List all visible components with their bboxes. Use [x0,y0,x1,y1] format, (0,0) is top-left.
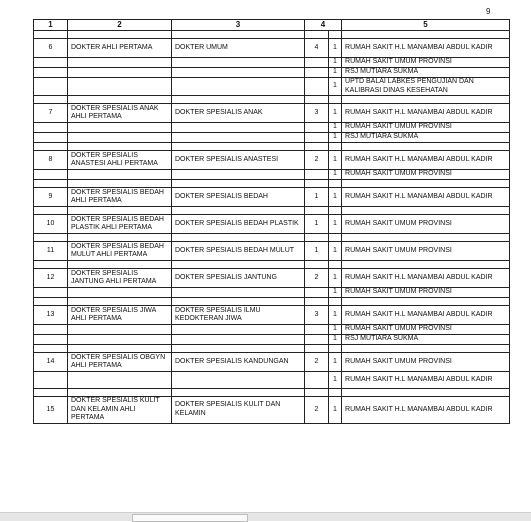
empty-cell [34,133,68,143]
empty-cell [172,58,305,68]
spacer-cell [68,96,172,104]
position-name: DOKTER SPESIALIS OBGYN AHLI PERTAMA [68,353,172,372]
empty-cell [172,325,305,335]
unit-count: 1 [329,353,342,372]
qualification: DOKTER SPESIALIS BEDAH PLASTIK [172,215,305,234]
spacer-cell [342,207,510,215]
qualification: DOKTER SPESIALIS KANDUNGAN [172,353,305,372]
unit-count: 1 [329,397,342,424]
spacer-cell [172,298,305,306]
position-name: DOKTER SPESIALIS KULIT DAN KELAMIN AHLI PERTAMA [68,397,172,424]
qualification: DOKTER SPESIALIS JANTUNG [172,269,305,288]
table-row [34,123,510,133]
spacer-cell [34,261,68,269]
spacer-cell [305,345,329,353]
row-number: 15 [34,397,68,424]
spacer-cell [329,31,342,39]
spacer-row [34,31,510,39]
spacer-cell [342,261,510,269]
unit-count: 1 [329,325,342,335]
unit-location: RUMAH SAKIT UMUM PROVINSI [342,58,510,68]
empty-cell [68,78,172,96]
unit-count: 1 [329,78,342,96]
spacer-cell [342,143,510,151]
total-count: 2 [305,151,329,170]
spacer-cell [305,143,329,151]
empty-cell [305,133,329,143]
spacer-cell [305,96,329,104]
header-col-4: 4 [305,20,342,31]
table-row [34,288,510,298]
unit-location: RUMAH SAKIT UMUM PROVINSI [342,325,510,335]
spacer-cell [68,207,172,215]
page-number: 9 [486,7,491,16]
spacer-cell [342,389,510,397]
empty-cell [172,372,305,389]
unit-location: RUMAH SAKIT H.L MANAMBAI ABDUL KADIR [342,151,510,170]
empty-cell [68,325,172,335]
spacer-cell [305,389,329,397]
unit-count: 1 [329,269,342,288]
qualification: DOKTER SPESIALIS KULIT DAN KELAMIN [172,397,305,424]
table-row [34,78,510,96]
spacer-cell [329,389,342,397]
row-number: 9 [34,188,68,207]
header-col-5: 5 [342,20,510,31]
table-row [34,353,510,372]
spacer-cell [305,180,329,188]
header-col-1: 1 [34,20,68,31]
unit-count: 1 [329,39,342,58]
table-row [34,58,510,68]
spacer-cell [172,143,305,151]
position-name: DOKTER SPESIALIS ANAK AHLI PERTAMA [68,104,172,123]
empty-cell [34,372,68,389]
total-count: 3 [305,104,329,123]
spacer-cell [342,345,510,353]
unit-location: RUMAH SAKIT H.L MANAMBAI ABDUL KADIR [342,397,510,424]
total-count: 2 [305,269,329,288]
spacer-cell [305,31,329,39]
table-row [34,39,510,58]
spacer-cell [172,96,305,104]
header-col-2: 2 [68,20,172,31]
spacer-cell [342,96,510,104]
table-row [34,170,510,180]
spacer-cell [342,31,510,39]
spacer-row [34,96,510,104]
empty-cell [305,372,329,389]
table-row [34,397,510,424]
table-row [34,306,510,325]
unit-count: 1 [329,372,342,389]
row-number: 8 [34,151,68,170]
spacer-cell [172,31,305,39]
spacer-cell [305,298,329,306]
spacer-cell [34,298,68,306]
empty-cell [34,78,68,96]
total-count: 2 [305,397,329,424]
spacer-cell [34,31,68,39]
unit-location: RUMAH SAKIT UMUM PROVINSI [342,123,510,133]
spacer-cell [305,261,329,269]
empty-cell [172,288,305,298]
spacer-cell [68,234,172,242]
unit-location: RUMAH SAKIT H.L MANAMBAI ABDUL KADIR [342,188,510,207]
total-count: 4 [305,39,329,58]
empty-cell [172,133,305,143]
spacer-cell [329,261,342,269]
unit-count: 1 [329,123,342,133]
table-row [34,335,510,345]
spacer-row [34,298,510,306]
unit-count: 1 [329,242,342,261]
unit-location: RUMAH SAKIT UMUM PROVINSI [342,288,510,298]
table-row [34,242,510,261]
table-row [34,188,510,207]
unit-count: 1 [329,188,342,207]
spacer-row [34,234,510,242]
unit-location: RSJ MUTIARA SUKMA [342,68,510,78]
spacer-cell [305,234,329,242]
spacer-cell [34,180,68,188]
spacer-cell [34,96,68,104]
empty-cell [34,68,68,78]
total-count: 1 [305,242,329,261]
empty-cell [34,123,68,133]
spacer-row [34,261,510,269]
unit-location: RUMAH SAKIT H.L MANAMBAI ABDUL KADIR [342,269,510,288]
spacer-cell [329,180,342,188]
table-row [34,372,510,389]
unit-count: 1 [329,306,342,325]
row-number: 11 [34,242,68,261]
empty-cell [34,58,68,68]
unit-count: 1 [329,151,342,170]
table-row [34,68,510,78]
empty-cell [68,133,172,143]
total-count: 1 [305,188,329,207]
row-number: 6 [34,39,68,58]
spacer-cell [172,234,305,242]
spacer-cell [329,207,342,215]
empty-cell [305,170,329,180]
table-row [34,215,510,234]
spacer-cell [329,345,342,353]
spacer-cell [172,389,305,397]
spacer-cell [329,96,342,104]
table-header-row [34,20,510,31]
spacer-row [34,180,510,188]
table-row [34,104,510,123]
empty-cell [68,68,172,78]
formation-table [33,19,510,424]
unit-location: RUMAH SAKIT UMUM PROVINSI [342,170,510,180]
qualification: DOKTER UMUM [172,39,305,58]
spacer-cell [342,234,510,242]
viewer-page-field[interactable] [132,514,248,522]
empty-cell [172,170,305,180]
header-col-3: 3 [172,20,305,31]
unit-location: RUMAH SAKIT UMUM PROVINSI [342,242,510,261]
spacer-cell [305,207,329,215]
spacer-row [34,389,510,397]
position-name: DOKTER SPESIALIS BEDAH AHLI PERTAMA [68,188,172,207]
row-number: 10 [34,215,68,234]
spacer-cell [68,143,172,151]
empty-cell [305,335,329,345]
spacer-cell [68,298,172,306]
empty-cell [34,288,68,298]
position-name: DOKTER SPESIALIS JANTUNG AHLI PERTAMA [68,269,172,288]
spacer-cell [342,298,510,306]
unit-location: RUMAH SAKIT UMUM PROVINSI [342,353,510,372]
spacer-cell [68,261,172,269]
empty-cell [34,170,68,180]
spacer-cell [34,207,68,215]
table-body [34,20,510,424]
unit-location: RUMAH SAKIT H.L MANAMBAI ABDUL KADIR [342,372,510,389]
position-name: DOKTER SPESIALIS ANASTESI AHLI PERTAMA [68,151,172,170]
empty-cell [68,170,172,180]
spacer-cell [68,31,172,39]
spacer-cell [329,143,342,151]
position-name: DOKTER AHLI PERTAMA [68,39,172,58]
spacer-cell [34,389,68,397]
empty-cell [172,123,305,133]
unit-location: RUMAH SAKIT H.L MANAMBAI ABDUL KADIR [342,104,510,123]
empty-cell [172,68,305,78]
spacer-cell [34,345,68,353]
empty-cell [68,335,172,345]
spacer-row [34,207,510,215]
empty-cell [305,325,329,335]
unit-location: RUMAH SAKIT H.L MANAMBAI ABDUL KADIR [342,306,510,325]
spacer-cell [172,207,305,215]
empty-cell [305,58,329,68]
unit-location: UPTD BALAI LABKES PENGUJIAN DAN KALIBRASI DINAS KESEHATAN [342,78,510,96]
table-row [34,133,510,143]
spacer-cell [329,234,342,242]
unit-count: 1 [329,288,342,298]
empty-cell [172,78,305,96]
spacer-row [34,345,510,353]
position-name: DOKTER SPESIALIS BEDAH MULUT AHLI PERTAMA [68,242,172,261]
spacer-cell [68,180,172,188]
qualification: DOKTER SPESIALIS BEDAH [172,188,305,207]
unit-location: RUMAH SAKIT UMUM PROVINSI [342,215,510,234]
table-row [34,325,510,335]
spacer-cell [34,234,68,242]
row-number: 12 [34,269,68,288]
position-name: DOKTER SPESIALIS JIWA AHLI PERTAMA [68,306,172,325]
total-count: 1 [305,215,329,234]
spacer-cell [342,180,510,188]
unit-count: 1 [329,215,342,234]
total-count: 2 [305,353,329,372]
empty-cell [305,288,329,298]
qualification: DOKTER SPESIALIS ILMU KEDOKTERAN JIWA [172,306,305,325]
empty-cell [34,335,68,345]
unit-count: 1 [329,58,342,68]
spacer-row [34,143,510,151]
spacer-cell [34,143,68,151]
row-number: 7 [34,104,68,123]
unit-count: 1 [329,170,342,180]
spacer-cell [172,261,305,269]
empty-cell [68,58,172,68]
empty-cell [68,372,172,389]
unit-count: 1 [329,335,342,345]
qualification: DOKTER SPESIALIS BEDAH MULUT [172,242,305,261]
empty-cell [305,68,329,78]
unit-count: 1 [329,133,342,143]
empty-cell [172,335,305,345]
table-row [34,269,510,288]
empty-cell [68,288,172,298]
total-count: 3 [305,306,329,325]
empty-cell [34,325,68,335]
unit-count: 1 [329,104,342,123]
spacer-cell [172,345,305,353]
unit-location: RSJ MUTIARA SUKMA [342,335,510,345]
spacer-cell [329,298,342,306]
empty-cell [305,78,329,96]
spacer-cell [68,389,172,397]
unit-location: RSJ MUTIARA SUKMA [342,133,510,143]
table-row [34,151,510,170]
unit-location: RUMAH SAKIT H.L MANAMBAI ABDUL KADIR [342,39,510,58]
position-name: DOKTER SPESIALIS BEDAH PLASTIK AHLI PERTAMA [68,215,172,234]
spacer-cell [68,345,172,353]
unit-count: 1 [329,68,342,78]
spacer-cell [172,180,305,188]
empty-cell [68,123,172,133]
qualification: DOKTER SPESIALIS ANASTESI [172,151,305,170]
row-number: 14 [34,353,68,372]
row-number: 13 [34,306,68,325]
empty-cell [305,123,329,133]
qualification: DOKTER SPESIALIS ANAK [172,104,305,123]
